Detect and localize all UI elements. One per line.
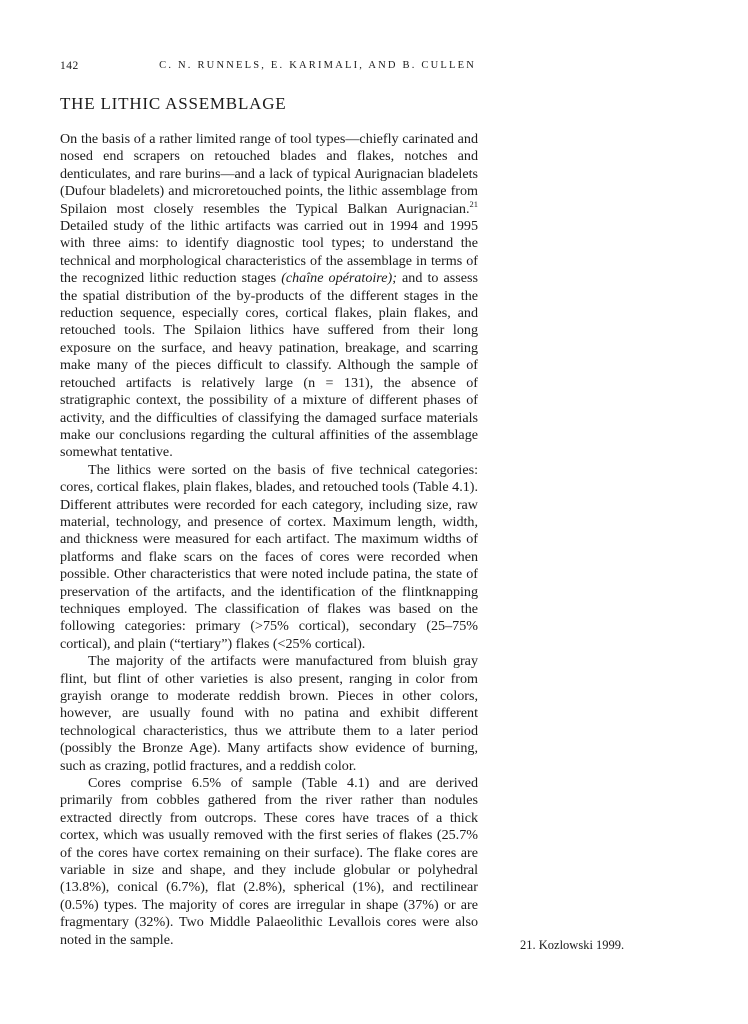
paragraph: Cores comprise 6.5% of sample (Table 4.1) and are derived primarily from cobbles gathered from the river rather than nodules extracted directly from outcrops. These cores have traces of a thick cortex, which was usually removed with the first series of flakes (25.7% of the cores have cortex remaining on their surface). The flake cores are variable in size and shape, and they include globular or polyhedral (13.8%), conical (6.7%), flat (2.8%), spherical (1%), and rectilinear (0.5%) types. The majority of cores are irregular in shape (37%) or are fragmentary (32%). Two Middle Palaeolithic Levallois cores were also noted in the sample. <box>60 775 478 948</box>
paragraph-text: On the basis of a rather limited range of tool types—chiefly carinated and nosed end scrapers on retouched blades and flakes, notches and denticulates, and rare burins—and a lack of typical Aurignacian bladelets (Dufour bladelets) and microretouched points, the lithic assemblage from Spilaion most closely resembles the Typical Balkan Aurignacian. <box>60 131 478 217</box>
paragraph: The majority of the artifacts were manufactured from bluish gray flint, but flint of other varieties is also present, ranging in color from grayish orange to moderate reddish brown. Pieces in other colors, however, are usually found with no patina and exhibit different technological characteristics, thus we attribute them to a later period (possibly the Bronze Age). Many artifacts show evidence of burning, such as crazing, potlid fractures, and a reddish color. <box>60 653 478 774</box>
paragraph-text: Detailed study of the lithic artifacts was carried out in 1994 and 1995 with three aims: to identify diagnostic tool types; to understand the technical and morphological characteristics of the assemblage in terms of the recognized lithic reduction stages <box>60 218 478 287</box>
running-head-authors: C. N. RUNNELS, E. KARIMALI, AND B. CULLEN <box>159 60 476 71</box>
paragraph <box>60 131 478 462</box>
page-number: 142 <box>60 60 79 72</box>
paragraph: The lithics were sorted on the basis of five technical categories: cores, cortical flakes, plain flakes, blades, and retouched tools (Table 4.1). Different attributes were recorded for each category, including size, raw material, technology, and presence of cortex. Maximum length, width, and thickness were measured for each artifact. The maximum widths of platforms and flake scars on the faces of cores were recorded when possible. Other characteristics that were noted include patina, the state of preservation of the artifacts, and the identification of the flintknapping techniques employed. The classification of flakes was based on the following categories: primary (>75% cortical), secondary (25–75% cortical), and plain (“tertiary”) flakes (<25% cortical). <box>60 461 478 652</box>
italic-term: (chaîne opératoire); <box>281 270 397 287</box>
footnote-ref[interactable]: 21 <box>469 198 478 209</box>
footnote: 21. Kozlowski 1999. <box>520 938 625 952</box>
running-head <box>60 58 476 74</box>
paragraph-text: and to assess the spatial distribution of the by-products of the different stages in the reduction sequence, especially cores, cortical flakes, plain flakes, and retouched tools. The Spilaion lithics have suffered from their long exposure on the surface, and heavy patination, breakage, and scarring make many of the pieces difficult to classify. Although the sample of retouched artifacts is relatively large (n = 131), the absence of stratigraphic context, the possibility of a mixture of different phases of activity, and the difficulties of classifying the damaged surface materials make our conclusions regarding the cultural affinities of the assemblage somewhat tentative. <box>60 270 478 461</box>
section-title: THE LITHIC ASSEMBLAGE <box>60 94 287 113</box>
body-text <box>60 131 478 949</box>
